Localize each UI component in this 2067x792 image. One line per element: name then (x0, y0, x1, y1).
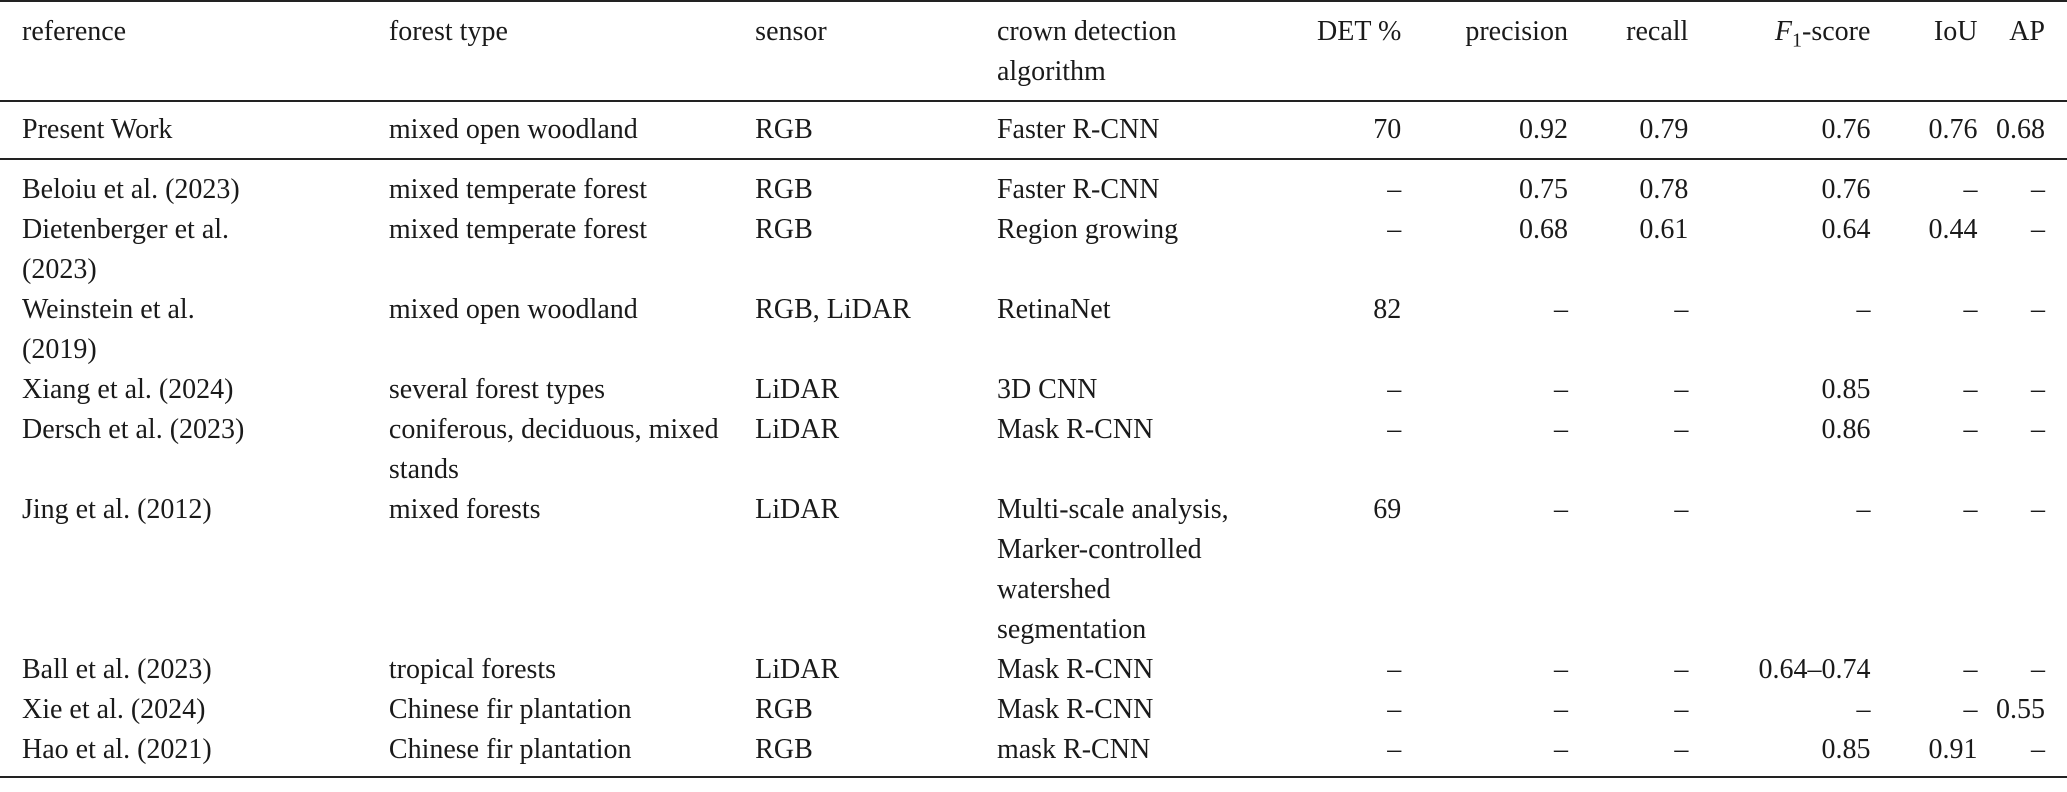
cell-det: – (1387, 214, 1402, 245)
header-det: DET % (1249, 1, 1401, 101)
cell-ap: – (1977, 730, 2067, 777)
table-row (0, 410, 2067, 490)
cell-forest-type (389, 690, 755, 730)
cell-iou: – (1963, 494, 1978, 525)
cell-f1-score: – (1856, 494, 1871, 525)
cell-precision: 0.75 (1518, 174, 1568, 205)
cell-forest-type (389, 159, 755, 210)
cell-recall: 0.79 (1568, 101, 1688, 159)
cell-algorithm-text: 3D CNN (996, 374, 1098, 405)
header-algorithm-line2: algorithm (996, 56, 1106, 87)
cell-det: 82 (1373, 294, 1402, 325)
cell-forest-type-text: Chinese fir plantation (388, 694, 632, 725)
cell-sensor: LiDAR (755, 414, 840, 445)
header-sensor: sensor (755, 1, 997, 101)
cell-algorithm (997, 210, 1249, 290)
header-precision: precision (1401, 1, 1568, 101)
cell-det: 69 (1373, 494, 1402, 525)
cell-reference-text: Dersch et al. (2023) (22, 414, 245, 445)
cell-f1-score: 0.85 (1688, 730, 1870, 777)
cell-ap: – (2031, 494, 2045, 525)
cell-algorithm-text: Multi-scale analysis, Marker-controlled watershed segmentation (996, 494, 1229, 645)
header-algorithm (997, 1, 1249, 101)
cell-reference-text: Xie et al. (2024) (22, 694, 206, 725)
cell-precision: 0.92 (1401, 101, 1568, 159)
cell-recall: – (1674, 654, 1689, 685)
cell-ap: – (2031, 654, 2045, 685)
cell-ap: 0.55 (1996, 694, 2045, 725)
cell-forest-type (389, 730, 755, 777)
cell-recall: – (1674, 694, 1689, 725)
cell-reference-text: Beloiu et al. (2023) (22, 174, 240, 205)
cell-reference (0, 490, 389, 650)
cell-reference (0, 650, 389, 690)
cell-recall: – (1674, 414, 1689, 445)
cell-precision: – (1401, 730, 1568, 777)
cell-reference: Present Work (0, 101, 389, 159)
cell-reference-text: Hao et al. (2021) (22, 734, 212, 765)
cell-f1-score: – (1856, 694, 1871, 725)
table-row (0, 650, 2067, 690)
cell-precision: – (1553, 694, 1568, 725)
table-row (0, 290, 2067, 370)
cell-f1-score: 0.76 (1688, 101, 1870, 159)
present-work-section (0, 101, 2067, 159)
cell-forest-type (389, 490, 755, 650)
header-iou: IoU (1870, 1, 1977, 101)
cell-det: – (1387, 414, 1402, 445)
cell-algorithm-text: Region growing (996, 214, 1179, 245)
cell-forest-type-text: tropical forests (388, 654, 557, 685)
cell-algorithm-text: Mask R-CNN (996, 654, 1154, 685)
cell-sensor: LiDAR (755, 494, 840, 525)
cell-recall: 0.61 (1639, 214, 1689, 245)
cell-algorithm (997, 159, 1249, 210)
cell-sensor: LiDAR (755, 654, 840, 685)
cell-reference (0, 690, 389, 730)
cell-det: – (1387, 174, 1402, 205)
cell-reference (0, 290, 389, 370)
cell-precision: – (1553, 494, 1568, 525)
header-f1-var: F (1774, 16, 1793, 47)
cell-algorithm-text: Faster R-CNN (996, 174, 1160, 205)
cell-forest-type-text: mixed temperate forest (388, 214, 648, 245)
cell-det: – (1249, 730, 1401, 777)
cell-ap: – (2031, 174, 2045, 205)
cell-sensor: LiDAR (755, 374, 840, 405)
cell-precision: – (1553, 374, 1568, 405)
literature-section (0, 159, 2067, 777)
cell-precision: 0.68 (1518, 214, 1568, 245)
cell-f1-score: 0.64 (1821, 214, 1871, 245)
cell-algorithm-text: Mask R-CNN (996, 414, 1154, 445)
header-f1-sub: 1 (1792, 29, 1803, 52)
cell-iou: 0.91 (1870, 730, 1977, 777)
cell-forest-type (389, 650, 755, 690)
header-forest-type: forest type (389, 1, 755, 101)
cell-precision: – (1553, 294, 1568, 325)
cell-sensor: RGB (755, 174, 813, 205)
table-header (0, 1, 2067, 101)
cell-forest-type (389, 210, 755, 290)
cell-precision: – (1553, 654, 1568, 685)
cell-ap: – (2031, 374, 2045, 405)
cell-iou: – (1963, 694, 1978, 725)
cell-iou: – (1963, 374, 1978, 405)
cell-algorithm (997, 690, 1249, 730)
cell-ap: 0.68 (1977, 101, 2067, 159)
cell-recall: – (1674, 374, 1689, 405)
cell-f1-score: 0.85 (1821, 374, 1871, 405)
cell-recall: 0.78 (1639, 174, 1689, 205)
cell-reference-text: Dietenberger et al. (2023) (22, 214, 230, 285)
cell-forest-type-text: mixed forests (388, 494, 541, 525)
cell-reference (0, 210, 389, 290)
table-row-present-work (0, 101, 2067, 159)
header-reference: reference (0, 1, 389, 101)
cell-algorithm (997, 290, 1249, 370)
cell-forest-type (389, 370, 755, 410)
cell-algorithm (997, 370, 1249, 410)
header-recall: recall (1568, 1, 1688, 101)
cell-iou: – (1963, 294, 1978, 325)
cell-algorithm (997, 650, 1249, 690)
cell-iou: – (1963, 174, 1978, 205)
cell-iou: 0.76 (1870, 101, 1977, 159)
cell-recall: – (1568, 730, 1688, 777)
cell-precision: – (1553, 414, 1568, 445)
cell-sensor: RGB (755, 214, 813, 245)
table-row (0, 690, 2067, 730)
cell-sensor: RGB (755, 694, 813, 725)
cell-forest-type-text: mixed temperate forest (388, 174, 648, 205)
cell-algorithm: Faster R-CNN (997, 101, 1249, 159)
cell-reference-text: Jing et al. (2012) (22, 494, 212, 525)
cell-algorithm-text: mask R-CNN (996, 734, 1151, 765)
cell-sensor: RGB, LiDAR (755, 294, 911, 325)
cell-forest-type-text: coniferous, deciduous, mixed stands (388, 414, 719, 485)
cell-forest-type (389, 290, 755, 370)
table-row (0, 159, 2067, 210)
cell-reference (0, 370, 389, 410)
cell-f1-score: 0.76 (1821, 174, 1871, 205)
table-row (0, 370, 2067, 410)
cell-f1-score: 0.86 (1821, 414, 1871, 445)
cell-sensor: RGB (755, 101, 997, 159)
cell-algorithm (997, 730, 1249, 777)
cell-algorithm (997, 410, 1249, 490)
cell-sensor: RGB (755, 730, 997, 777)
cell-reference-text: Weinstein et al. (2019) (22, 294, 195, 365)
cell-recall: – (1674, 494, 1689, 525)
cell-reference-text: Xiang et al. (2024) (22, 374, 234, 405)
cell-forest-type (389, 410, 755, 490)
cell-ap: – (2031, 414, 2045, 445)
cell-reference-text: Ball et al. (2023) (22, 654, 212, 685)
cell-ap: – (2031, 294, 2045, 325)
cell-det: 70 (1249, 101, 1401, 159)
table-row (0, 730, 2067, 777)
header-algorithm-line1: crown detection (996, 16, 1177, 47)
cell-forest-type-text: mixed open woodland (388, 294, 638, 325)
cell-algorithm (997, 490, 1249, 650)
cell-recall: – (1674, 294, 1689, 325)
cell-forest-type-text: several forest types (388, 374, 606, 405)
cell-reference (0, 730, 389, 777)
cell-f1-score: – (1856, 294, 1871, 325)
header-row (0, 1, 2067, 101)
cell-iou: 0.44 (1928, 214, 1978, 245)
cell-iou: – (1963, 414, 1978, 445)
cell-det: – (1387, 374, 1402, 405)
cell-f1-score: 0.64–0.74 (1758, 654, 1871, 685)
header-ap: AP (1977, 1, 2067, 101)
cell-reference (0, 159, 389, 210)
table-row (0, 210, 2067, 290)
table-row (0, 490, 2067, 650)
cell-algorithm-text: Mask R-CNN (996, 694, 1154, 725)
cell-ap: – (2031, 214, 2045, 245)
cell-det: – (1387, 694, 1402, 725)
cell-algorithm-text: RetinaNet (996, 294, 1111, 325)
cell-iou: – (1963, 654, 1978, 685)
header-f1-rest: -score (1802, 16, 1871, 47)
cell-forest-type: mixed open woodland (389, 101, 755, 159)
cell-reference (0, 410, 389, 490)
cell-forest-type-text: Chinese fir plantation (388, 734, 632, 765)
cell-det: – (1387, 654, 1402, 685)
header-f1-score (1688, 1, 1870, 101)
